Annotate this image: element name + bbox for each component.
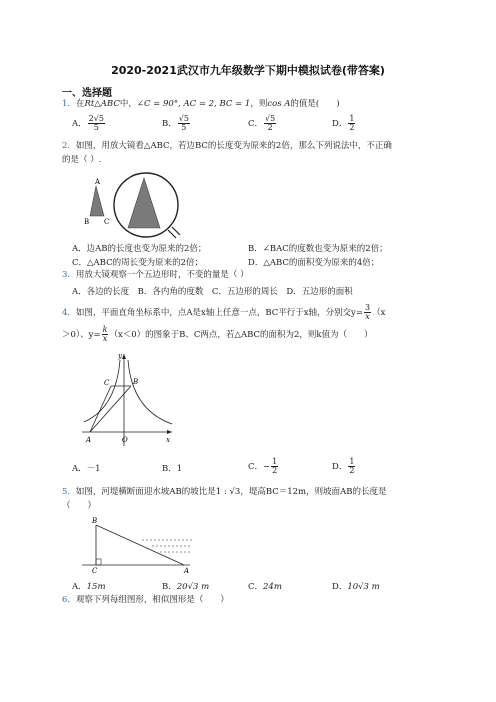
q1-option-d: D． $\frac{1}{2}$: [332, 114, 355, 132]
slope-ab: [96, 525, 184, 565]
q1-ask: cos A: [267, 99, 291, 109]
q4-option-b: B．1: [162, 464, 183, 474]
label-a: A: [95, 178, 101, 186]
q2-figure: [80, 170, 200, 240]
label-b: B: [84, 218, 90, 226]
q2-stem-line1: 2．如图，用放大镜看△ABC，若边BC的长度变为原来的2倍，那么下列说法中，不正确: [62, 141, 392, 151]
q4-stem-line2: ＞0）、y= $\frac{k}{x}$ （x＜0）的图象于B、C两点，若△ABC的面积为2，则k值为（ ）: [62, 325, 373, 343]
q5-option-c: C．24m: [248, 582, 282, 592]
magnifier-handle: [168, 230, 176, 238]
q6-number: 6．: [62, 595, 76, 605]
label-x: x: [166, 436, 170, 444]
q5-option-a: A．15m: [72, 582, 106, 592]
q1-option-c: C． $\frac{√5}{2}$: [248, 114, 276, 132]
q1-stem: 1．在Rt△ABC中，∠C = 90°, AC = 2, BC = 1，则cos A的值是( ): [62, 99, 340, 109]
q1-number: 1．: [62, 99, 76, 109]
q3-stem: 3．用放大镜观察一个五边形时，不变的量是（ ）: [62, 270, 249, 280]
q2-stem-line2: 的是（ ）.: [62, 155, 102, 165]
q2-option-c: C．△ABC的周长变为原来的2倍；: [72, 258, 203, 268]
doc-title: 2020-2021武汉市九年级数学下期中模拟试卷(带答案): [111, 64, 385, 77]
q5-option-b: B．20√3 m: [162, 582, 210, 592]
label-a: A: [184, 567, 190, 575]
q5-stem-line1: 5．如图，河堤横断面迎水坡AB的坡比是1 : √3，堤高BC＝12m，则坡面AB的长度是: [62, 487, 387, 497]
q2-option-b: B．∠BAC的度数也变为原来的2倍；: [248, 244, 388, 254]
label-c: C: [104, 218, 110, 226]
q2-number: 2．: [62, 141, 76, 151]
q4-stem-line1: 4．如图，平面直角坐标系中，点A是x轴上任意一点，BC平行于x轴，分别交y= $\frac{3}{x}$ （x: [62, 303, 386, 321]
curve-k-over-x: [84, 360, 120, 422]
segment-ac: [90, 386, 111, 432]
segment-ab: [90, 386, 131, 432]
q4-option-d: D． $\frac{1}{2}$: [332, 457, 355, 475]
q4-option-a: A．－1: [72, 464, 101, 474]
q4-number: 4．: [62, 308, 76, 318]
q1-option-b: B． $\frac{√5}{5}$: [162, 114, 189, 132]
right-angle-mark: [96, 559, 101, 565]
q2-option-d: D．△ABC的面积变为原来的4倍；: [248, 258, 380, 268]
label-b: B: [133, 378, 139, 386]
label-c: C: [104, 379, 110, 387]
q4-option-c: C．− $\frac{1}{2}$: [248, 457, 278, 475]
q3-options: A．各边的长度 B．各内角的度数 C．五边形的周长 D．五边形的面积: [72, 287, 353, 297]
q5-stem-line2: （ ）: [62, 501, 97, 511]
label-c: C: [92, 567, 98, 575]
label-y: y: [118, 352, 122, 360]
magnified-triangle: [128, 178, 160, 228]
q1-option-a: A． $\frac{2√5}{5}$: [72, 114, 104, 132]
q5-figure: [80, 515, 210, 575]
q5-number: 5．: [62, 487, 76, 497]
q2-option-a: A．边AB的长度也变为原来的2倍；: [72, 244, 207, 254]
q1-triangle: Rt△ABC: [84, 99, 120, 109]
small-triangle: [90, 186, 104, 216]
q3-number: 3．: [62, 270, 76, 280]
label-b: B: [92, 517, 98, 525]
q6-stem: 6．观察下列每组图形，相似图形是（ ）: [62, 595, 229, 605]
q5-option-d: D．10√3 m: [332, 582, 380, 592]
section-heading: 一、选择题: [62, 88, 112, 99]
curve-3-over-x: [128, 360, 172, 424]
q4-figure: [80, 350, 180, 448]
label-o: O: [122, 436, 128, 444]
label-a: A: [86, 436, 92, 444]
q1-conditions: ∠C = 90°, AC = 2, BC = 1: [136, 99, 251, 109]
